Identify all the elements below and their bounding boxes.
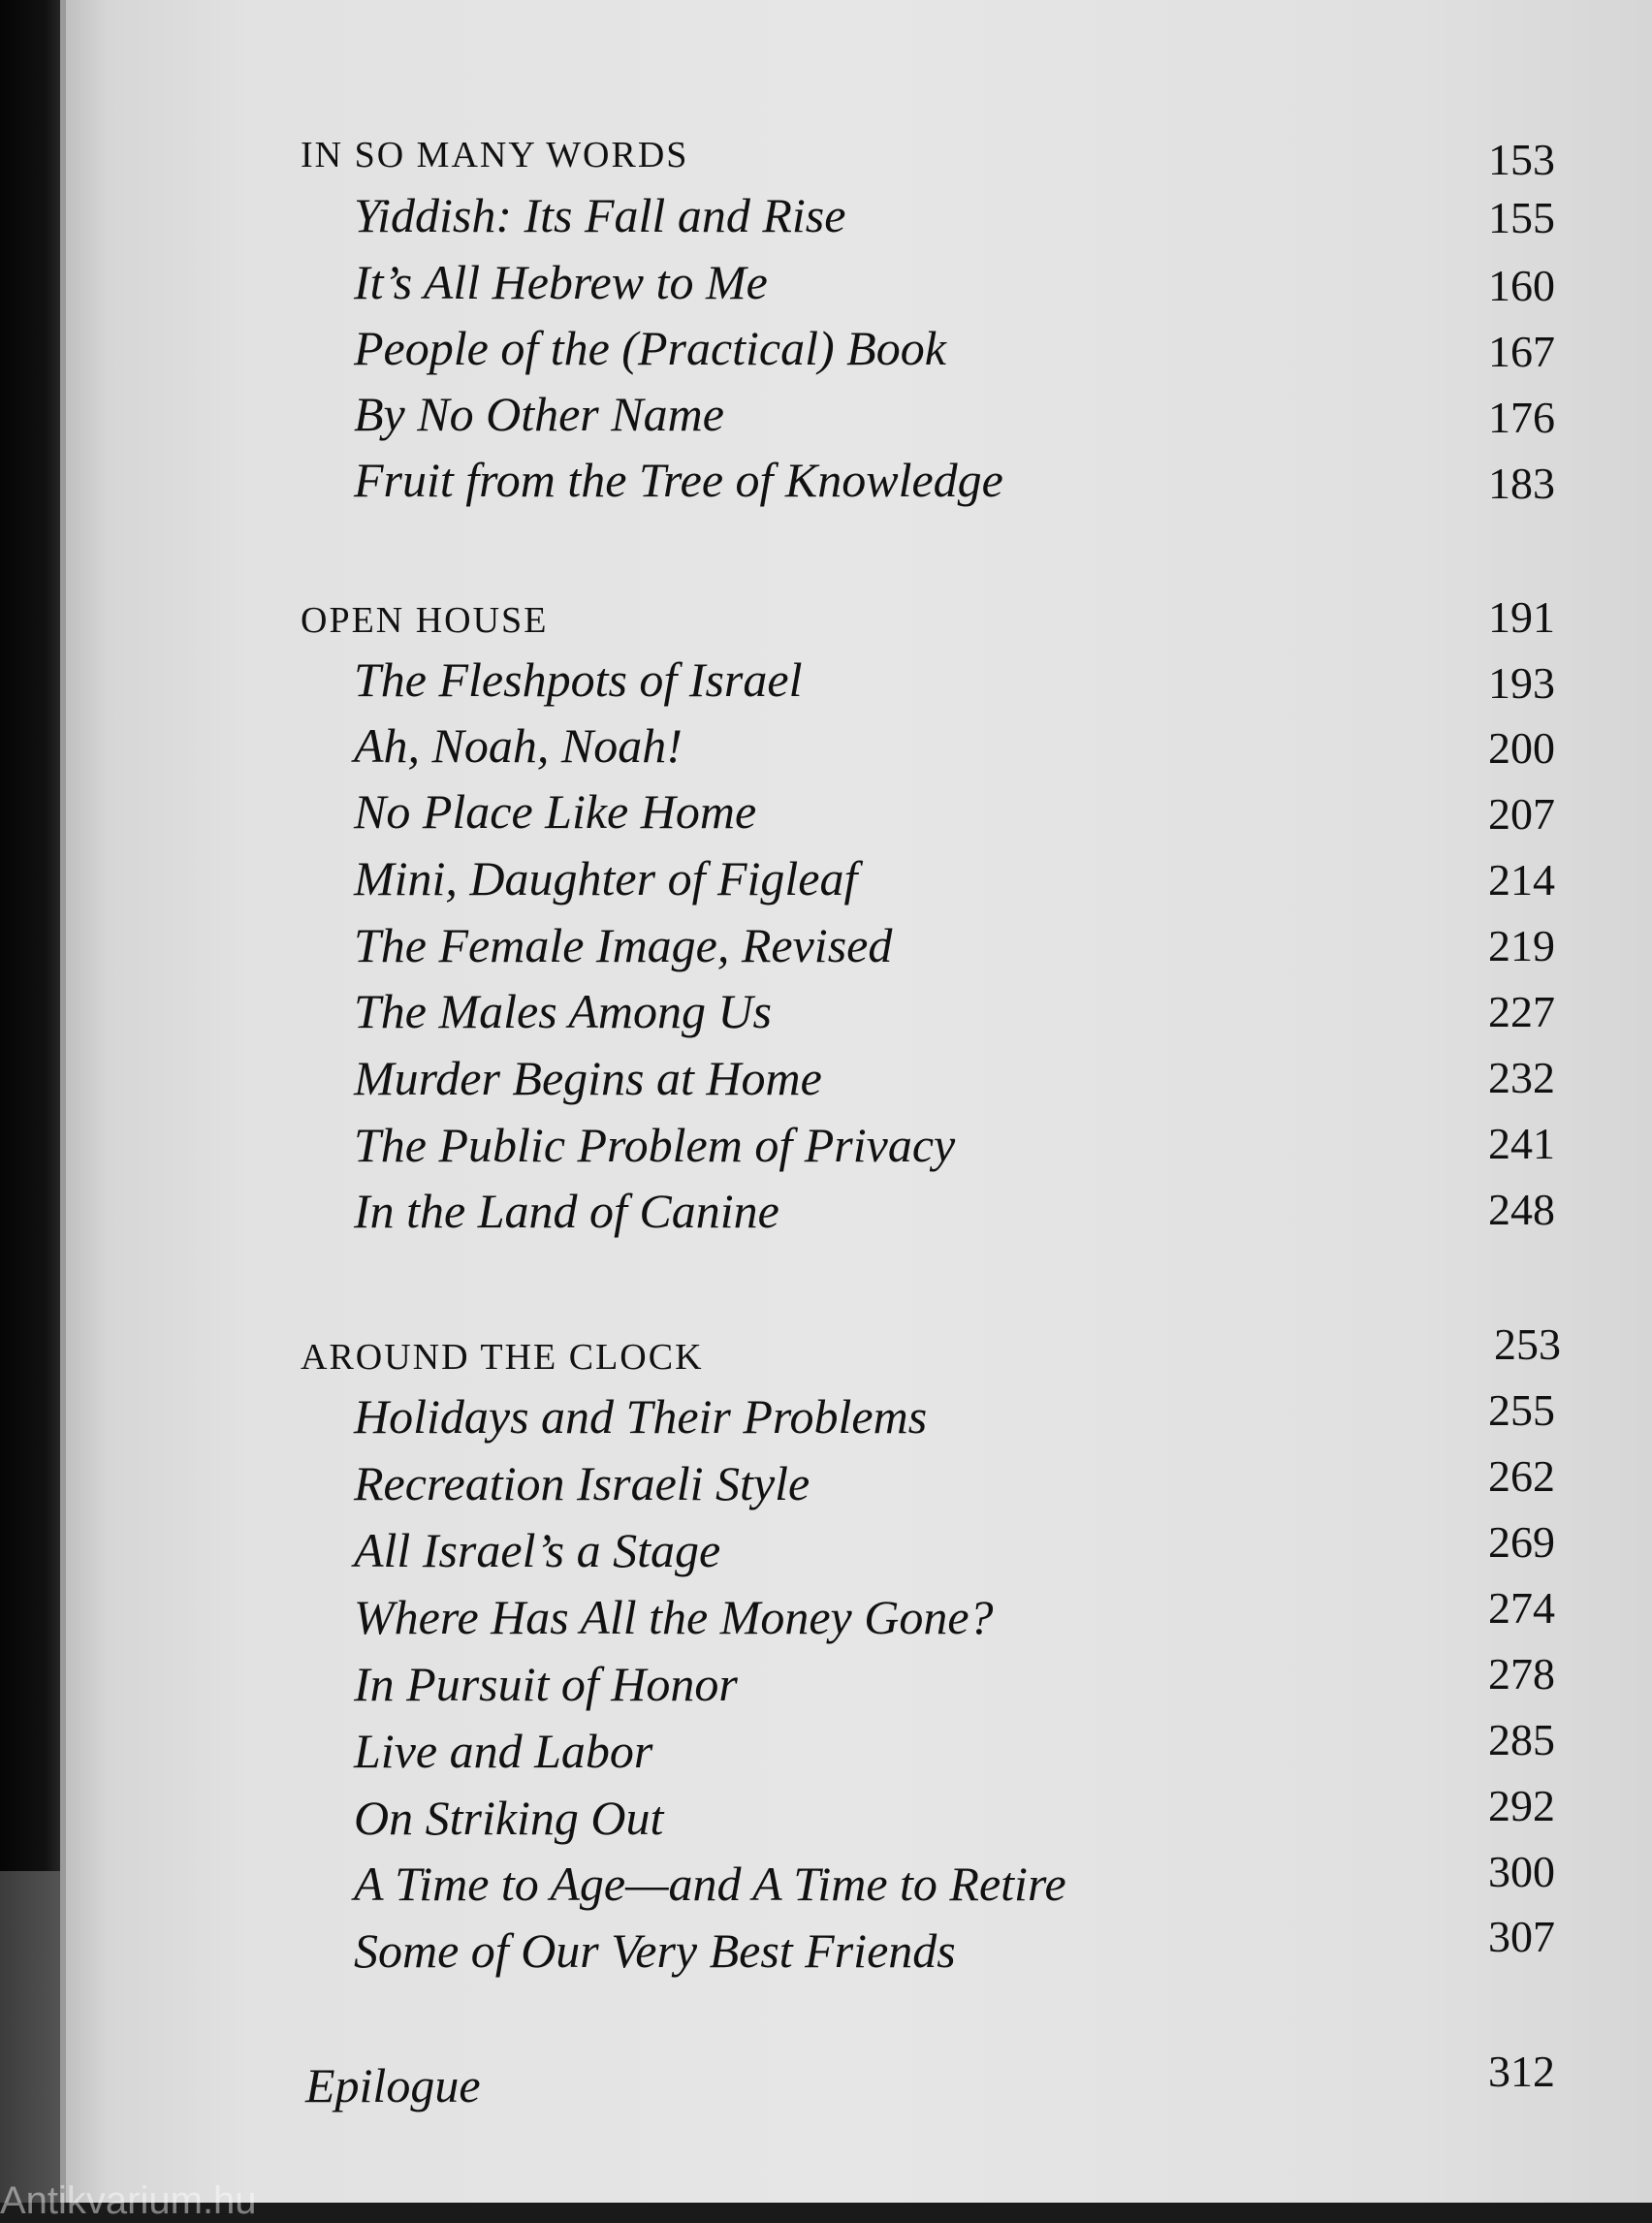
toc-entry-title: Yiddish: Its Fall and Rise bbox=[354, 188, 846, 242]
toc-entry-page: 292 bbox=[1488, 1781, 1555, 1830]
toc-entry-title: All Israel’s a Stage bbox=[354, 1523, 721, 1577]
toc-entry-page: 227 bbox=[1488, 987, 1555, 1036]
toc-entry-title: Murder Begins at Home bbox=[354, 1051, 822, 1105]
toc-entry-page: 232 bbox=[1488, 1053, 1555, 1102]
toc-entry-page: 155 bbox=[1488, 193, 1555, 242]
toc-entry-page: 274 bbox=[1488, 1583, 1555, 1633]
toc-entry-title: A Time to Age—and A Time to Retire bbox=[354, 1857, 1066, 1911]
toc-entry-page: 300 bbox=[1488, 1847, 1555, 1896]
section-title: OPEN HOUSE bbox=[301, 600, 549, 641]
toc-entry-title: Where Has All the Money Gone? bbox=[354, 1590, 994, 1644]
watermark-text: Antikvarium.hu bbox=[0, 2179, 257, 2222]
toc-entry-title: Holidays and Their Problems bbox=[354, 1389, 928, 1444]
toc-entry-page: 241 bbox=[1488, 1119, 1555, 1168]
toc-entry-page: 176 bbox=[1488, 393, 1555, 442]
toc-entry-title: Fruit from the Tree of Knowledge bbox=[354, 453, 1003, 507]
toc-entry-page: 255 bbox=[1488, 1385, 1555, 1435]
toc-entry-page: 200 bbox=[1488, 723, 1555, 773]
section-page-number: 191 bbox=[1488, 592, 1555, 642]
toc-entry-title: On Striking Out bbox=[354, 1791, 664, 1845]
toc-entry-page: 207 bbox=[1488, 789, 1555, 839]
section-title: IN SO MANY WORDS bbox=[301, 135, 689, 175]
toc-entry-title: In Pursuit of Honor bbox=[354, 1657, 738, 1711]
section-page-number: 253 bbox=[1494, 1319, 1561, 1369]
epilogue-title: Epilogue bbox=[305, 2058, 481, 2112]
toc-entry-title: Ah, Noah, Noah! bbox=[354, 718, 683, 773]
toc-entry-title: No Place Like Home bbox=[354, 784, 757, 839]
toc-entry-title: The Female Image, Revised bbox=[354, 918, 893, 972]
section-title: AROUND THE CLOCK bbox=[301, 1337, 704, 1378]
toc-entry-page: 269 bbox=[1488, 1517, 1555, 1567]
toc-entry-title: The Males Among Us bbox=[354, 984, 773, 1038]
toc-entry-page: 214 bbox=[1488, 855, 1555, 905]
toc-entry-title: The Public Problem of Privacy bbox=[354, 1118, 956, 1172]
toc-entry-page: 285 bbox=[1488, 1715, 1555, 1764]
toc-entry-title: The Fleshpots of Israel bbox=[354, 652, 803, 707]
toc-entry-page: 219 bbox=[1488, 921, 1555, 970]
toc-entry-page: 183 bbox=[1488, 459, 1555, 508]
toc-entry-title: Mini, Daughter of Figleaf bbox=[354, 851, 858, 905]
toc-entry-page: 262 bbox=[1488, 1451, 1555, 1501]
toc-entry-title: By No Other Name bbox=[354, 387, 724, 441]
section-page-number: 153 bbox=[1488, 135, 1555, 184]
toc-entry-page: 248 bbox=[1488, 1185, 1555, 1234]
epilogue-page: 312 bbox=[1488, 2047, 1555, 2096]
toc-entry-page: 160 bbox=[1488, 261, 1555, 310]
toc-entry-title: People of the (Practical) Book bbox=[354, 321, 946, 375]
toc-entry-title: In the Land of Canine bbox=[354, 1184, 779, 1238]
toc-entry-page: 278 bbox=[1488, 1649, 1555, 1699]
toc-entry-page: 167 bbox=[1488, 327, 1555, 376]
toc-entry-title: Some of Our Very Best Friends bbox=[354, 1923, 956, 1978]
toc-entry-title: Recreation Israeli Style bbox=[354, 1456, 810, 1510]
toc-entry-page: 307 bbox=[1488, 1912, 1555, 1961]
toc-entry-title: It’s All Hebrew to Me bbox=[354, 255, 768, 309]
toc-entry-title: Live and Labor bbox=[354, 1724, 653, 1778]
toc-entry-page: 193 bbox=[1488, 658, 1555, 708]
